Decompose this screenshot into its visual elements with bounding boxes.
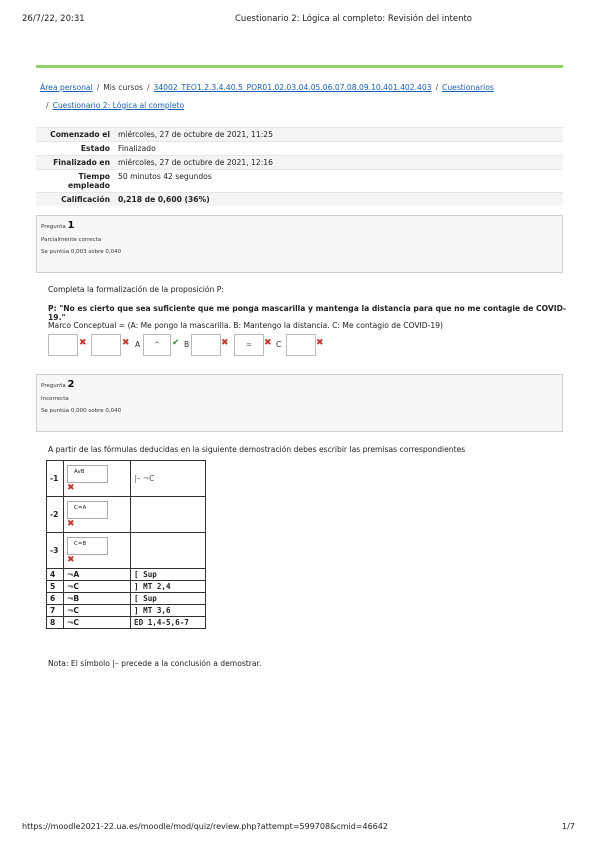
question-score: Se puntúa 0,003 sobre 0,040 — [41, 249, 122, 255]
premise-input[interactable]: C=A — [67, 501, 108, 519]
line-number: 4 — [47, 569, 64, 581]
answer-box-1[interactable] — [48, 334, 78, 356]
summary-value: 50 minutos 42 segundos — [114, 170, 563, 193]
proof-table — [46, 460, 206, 629]
q2-intro: A partir de las fórmulas deducidas en la siguiente demostración debes escribir las premisas correspondientes — [48, 445, 466, 454]
letter-b: B — [184, 340, 190, 349]
summary-key: Estado — [36, 142, 114, 156]
answer-box-4[interactable] — [191, 334, 221, 356]
conclusion-cell: |– ¬C — [131, 461, 206, 497]
question-2-info — [36, 374, 563, 432]
line-number: 7 — [47, 605, 64, 617]
summary-value: miércoles, 27 de octubre de 2021, 12:16 — [114, 156, 563, 170]
print-url: https://moodle2021-22.ua.es/moodle/mod/quiz/review.php?attempt=599708&cmid=46642 — [22, 822, 388, 831]
line-number: -2 — [47, 497, 64, 533]
incorrect-icon: ✖ — [221, 338, 229, 348]
answer-box-6[interactable] — [286, 334, 316, 356]
incorrect-icon: ✖ — [79, 338, 87, 348]
print-title: Cuestionario 2: Lógica al completo: Revisión del intento — [235, 14, 472, 24]
premise-cell — [64, 497, 131, 533]
incorrect-icon: ✖ — [67, 518, 75, 529]
formula-cell: ¬C — [64, 605, 131, 617]
justification-cell: ] MT 2,4 — [131, 581, 206, 593]
question-1-info — [36, 215, 563, 273]
formula-cell: ¬A — [64, 569, 131, 581]
justification-cell: ED 1,4-5,6-7 — [131, 617, 206, 629]
formula-cell: ¬B — [64, 593, 131, 605]
premise-cell — [64, 533, 131, 569]
answer-box-3[interactable]: ^ — [143, 334, 171, 356]
incorrect-icon: ✖ — [67, 482, 75, 493]
letter-a: A — [135, 340, 141, 349]
line-number: -1 — [47, 461, 64, 497]
summary-key: Calificación — [36, 193, 114, 207]
incorrect-icon: ✖ — [122, 338, 130, 348]
accent-bar — [36, 65, 563, 68]
answer-box-2[interactable] — [91, 334, 121, 356]
question-label: Pregunta — [41, 383, 66, 389]
incorrect-icon: ✖ — [316, 338, 324, 348]
summary-key: Comenzado el — [36, 128, 114, 142]
question-score: Se puntúa 0,000 sobre 0,040 — [41, 408, 122, 414]
incorrect-icon: ✖ — [264, 338, 272, 348]
question-status: Parcialmente correcta — [41, 237, 102, 243]
question-number: 2 — [67, 379, 75, 390]
attempt-summary — [36, 127, 563, 206]
justification-cell: [ Sup — [131, 569, 206, 581]
breadcrumb-mis-cursos: Mis cursos — [103, 83, 143, 92]
line-number: 8 — [47, 617, 64, 629]
line-number: 5 — [47, 581, 64, 593]
question-label: Pregunta — [41, 224, 66, 230]
justification-cell: [ Sup — [131, 593, 206, 605]
q1-marco: Marco Conceptual = (A: Me pongo la mascarilla. B: Mantengo la distancia. C: Me contagio de COVID-19) — [48, 321, 443, 330]
summary-value: Finalizado — [114, 142, 563, 156]
formula-cell: ¬C — [64, 581, 131, 593]
breadcrumb: Área personal / Mis cursos / 34002_TEO1.2.3.4.40.5_POR01.02.03.04.05.06.07.08.09.10.401.402.403 / Cuestionarios / Cuestionario 2: Lógica al completo — [40, 83, 494, 110]
premise-input[interactable]: C=B — [67, 537, 108, 555]
breadcrumb-area-personal[interactable]: Área personal — [40, 83, 93, 92]
breadcrumb-cuestionarios[interactable]: Cuestionarios — [442, 83, 494, 92]
print-date: 26/7/22, 20:31 — [22, 14, 85, 24]
formula-cell: ¬C — [64, 617, 131, 629]
q2-note: Nota: El símbolo |– precede a la conclusión a demostrar. — [48, 659, 262, 668]
line-number: -3 — [47, 533, 64, 569]
summary-key: Finalizado en — [36, 156, 114, 170]
question-status: Incorrecta — [41, 396, 69, 402]
breadcrumb-course[interactable]: 34002_TEO1.2.3.4.40.5_POR01.02.03.04.05.06.07.08.09.10.401.402.403 — [153, 83, 432, 92]
letter-c: C — [276, 340, 282, 349]
page-number: 1/7 — [562, 822, 575, 831]
summary-value: 0,218 de 0,600 (36%) — [114, 193, 563, 207]
correct-icon: ✔ — [172, 338, 180, 348]
breadcrumb-quiz[interactable]: Cuestionario 2: Lógica al completo — [52, 101, 185, 110]
summary-value: miércoles, 27 de octubre de 2021, 11:25 — [114, 128, 563, 142]
q1-proposition: P: "No es cierto que sea suficiente que me ponga mascarilla y mantenga la distancia para que no me contagie de COVID-19." — [48, 304, 567, 322]
line-number: 6 — [47, 593, 64, 605]
justification-cell: ] MT 3,6 — [131, 605, 206, 617]
q1-intro: Completa la formalización de la proposición P: — [48, 285, 224, 294]
empty-cell — [131, 533, 206, 569]
answer-box-5[interactable]: = — [234, 334, 264, 356]
incorrect-icon: ✖ — [67, 554, 75, 565]
premise-input[interactable]: AvB — [67, 465, 108, 483]
question-number: 1 — [67, 220, 75, 231]
empty-cell — [131, 497, 206, 533]
premise-cell — [64, 461, 131, 497]
summary-key: Tiempo empleado — [36, 170, 114, 193]
